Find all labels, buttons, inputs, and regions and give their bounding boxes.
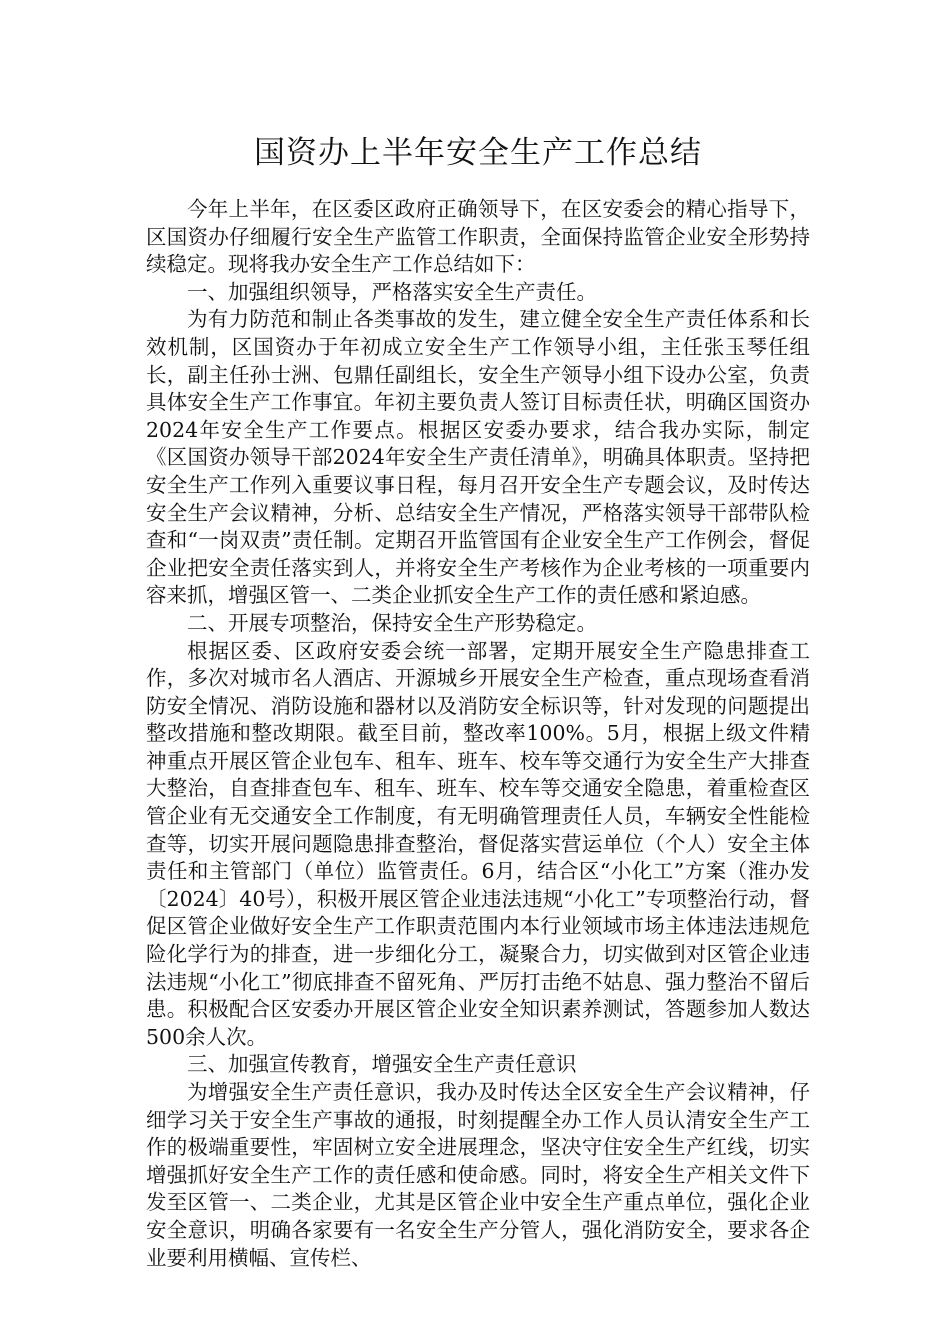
- document-body: [146, 196, 810, 1272]
- section-2-paragraph: 根据区委、区政府安委会统一部署，定期开展安全生产隐患排查工作，多次对城市名人酒店、开源城乡开展安全生产检查，重点现场查看消防安全情况、消防设施和器材以及消防安全标识等，针对发现的问题提出整改措施和整改期限。截至目前，整改率100%。5月，根据上级文件精神重点开展区管企业包车、租车、班车、校车等交通行为安全生产大排查大整治，自查排查包车、租车、班车、校车等交通安全隐患，着重检查区管企业有无交通安全工作制度，有无明确管理责任人员，车辆安全性能检查等，切实开展问题隐患排查整治，督促落实营运单位（个人）安全主体责任和主管部门（单位）监管责任。6月，结合区“小化工”方案（淮办发〔2024〕40号），积极开展区管企业违法违规“小化工”专项整治行动，督促区管企业做好安全生产工作职责范围内本行业领域市场主体违法违规危险化学行为的排查，进一步细化分工，凝聚合力，切实做到对区管企业违法违规“小化工”彻底排查不留死角、严厉打击绝不姑息、强力整治不留后患。积极配合区安委办开展区管企业安全知识素养测试，答题参加人数达500余人次。: [146, 638, 810, 1049]
- section-heading-1: 一、加强组织领导，严格落实安全生产责任。: [187, 279, 597, 304]
- document-title: 国资办上半年安全生产工作总结: [254, 135, 702, 171]
- section-heading-3: 三、加强宣传教育，增强安全生产责任意识: [187, 1052, 577, 1077]
- intro-paragraph: 今年上半年，在区委区政府正确领导下，在区安委会的精心指导下，区国资办仔细履行安全生产监管工作职责，全面保持监管企业安全形势持续稳定。现将我办安全生产工作总结如下：: [146, 197, 810, 277]
- section-1-paragraph: 为有力防范和制止各类事故的发生，建立健全安全生产责任体系和长效机制，区国资办于年初成立安全生产工作领导小组，主任张玉琴任组长，副主任孙士洲、包鼎任副组长，安全生产领导小组下设办公室，负责具体安全生产工作事宜。年初主要负责人签订目标责任状，明确区国资办2024年安全生产工作要点。根据区安委办要求，结合我办实际，制定《区国资办领导干部2024年安全生产责任清单》，明确具体职责。坚持把安全生产工作列入重要议事日程，每月召开安全生产专题会议，及时传达安全生产会议精神，分析、总结安全生产情况，严格落实领导干部带队检查和“一岗双责”责任制。定期召开监管国有企业安全生产工作例会，督促企业把安全责任落实到人，并将安全生产考核作为企业考核的一项重要内容来抓，增强区管一、二类企业抓安全生产工作的责任感和紧迫感。: [146, 307, 810, 608]
- section-3-paragraph: 为增强安全生产责任意识，我办及时传达全区安全生产会议精神，仔细学习关于安全生产事故的通报，时刻提醒全办工作人员认清安全生产工作的极端重要性，牢固树立安全进展理念，坚决守住安全生产红线，切实增强抓好安全生产工作的责任感和使命感。同时，将安全生产相关文件下发至区管一、二类企业，尤其是区管企业中安全生产重点单位，强化企业安全意识，明确各家要有一名安全生产分管人，强化消防安全，要求各企业要利用横幅、宣传栏、: [146, 1080, 810, 1270]
- section-heading-2: 二、开展专项整治，保持安全生产形势稳定。: [187, 610, 597, 635]
